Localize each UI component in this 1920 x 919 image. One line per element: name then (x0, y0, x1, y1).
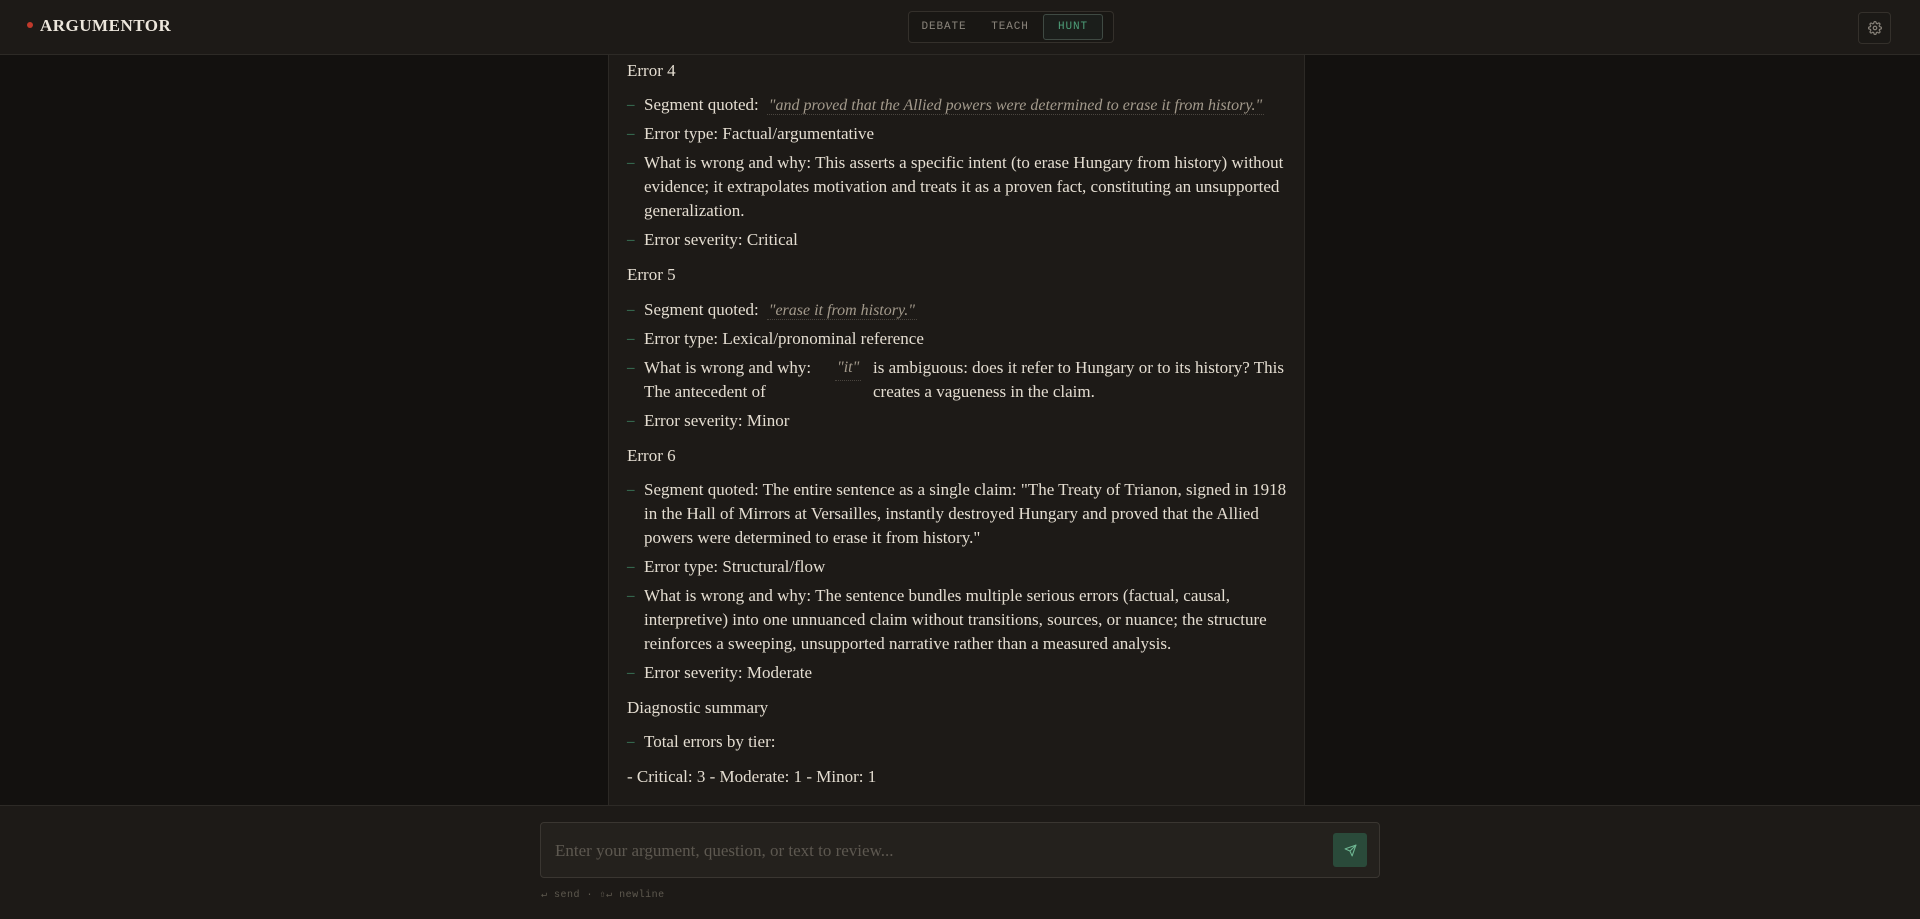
app-title: ARGUMENTOR (40, 16, 172, 35)
error-type: Error type: Lexical/pronominal reference (644, 329, 924, 348)
bullet-dash-icon: – (627, 302, 635, 318)
list-item (627, 555, 1287, 579)
bullet-dash-icon: – (627, 482, 635, 498)
bullet-dash-icon: – (627, 734, 635, 750)
list-item (627, 122, 1287, 146)
list-item (627, 409, 1287, 433)
segment-text: Segment quoted: The entire sentence as a single claim: "The Treaty of Trianon, signed in 1918 in the Hall of Mirrors at Versailles, instantly destroyed Hungary and proved that the Allied powers were determined to erase it from history." (644, 480, 1287, 547)
error-severity: Error severity: Moderate (644, 663, 813, 682)
tab-hunt[interactable]: HUNT (1043, 14, 1103, 40)
bullet-dash-icon: – (627, 665, 635, 681)
list-item (627, 661, 1287, 685)
top-bar (0, 0, 1920, 55)
error-5-title: Error 5 (627, 265, 676, 284)
bullet-dash-icon: – (627, 588, 635, 604)
error-why: What is wrong and why: The sentence bundles multiple serious errors (factual, causal, interpretive) into one unnuanced claim without transitions, sources, or nuance; the structure reinforces a sweeping, unsupported narrative rather than a measured analysis. (644, 586, 1267, 653)
list-item (627, 151, 1287, 223)
bullet-dash-icon: – (627, 232, 635, 248)
summary-title: Diagnostic summary (627, 698, 769, 717)
bullet-dash-icon: – (627, 97, 635, 113)
error-why-continued: is ambiguous: does it refer to Hungary or to its history? This creates a vagueness in the claim. (873, 358, 1284, 401)
list-item (627, 478, 1287, 550)
settings-button[interactable] (1858, 12, 1891, 44)
bullet-dash-icon: – (627, 360, 635, 376)
keyboard-hint: ↵ send · ⇧↵ newline (541, 890, 665, 901)
why-quote: "it" (835, 356, 861, 381)
bullet-dash-icon: – (627, 559, 635, 575)
segment-quote: "erase it from history." (768, 302, 915, 319)
report-panel[interactable] (608, 55, 1305, 805)
send-button[interactable] (1333, 833, 1367, 867)
error-4-title: Error 4 (627, 61, 676, 80)
bullet-dash-icon: – (627, 331, 635, 347)
error-type: Error type: Structural/flow (644, 557, 826, 576)
tab-teach[interactable]: TEACH (991, 21, 1029, 33)
segment-label: Segment quoted: (644, 95, 759, 114)
bullet-dash-icon: – (627, 126, 635, 142)
mode-switcher (908, 11, 1114, 43)
list-item (627, 584, 1287, 656)
composer-area (0, 805, 1920, 919)
list-item (627, 93, 1287, 118)
error-6-title: Error 6 (627, 446, 676, 465)
list-item (627, 730, 1287, 754)
list-item (627, 356, 1287, 404)
error-why: What is wrong and why: This asserts a specific intent (to erase Hungary from history) without evidence; it extrapolates motivation and treats it as a proven fact, constituting an unsupported generalization. (644, 153, 1284, 220)
gear-icon (1868, 21, 1882, 35)
list-item (627, 228, 1287, 252)
segment-quote: "and proved that the Allied powers were determined to erase it from history." (768, 97, 1263, 114)
brand (27, 16, 171, 36)
bullet-dash-icon: – (627, 155, 635, 171)
segment-label: Segment quoted: (644, 300, 759, 319)
tab-debate[interactable]: DEBATE (921, 21, 967, 33)
summary-total-label: Total errors by tier: (644, 732, 776, 751)
bullet-dash-icon: – (627, 413, 635, 429)
summary-tiers: - Critical: 3 - Moderate: 1 - Minor: 1 (627, 767, 877, 786)
composer-box (540, 822, 1380, 878)
send-icon (1344, 844, 1357, 857)
error-severity: Error severity: Critical (644, 230, 798, 249)
list-item (627, 298, 1287, 323)
error-why: What is wrong and why: The antecedent of (644, 358, 812, 401)
argument-input[interactable] (553, 835, 1317, 867)
list-item (627, 327, 1287, 351)
error-type: Error type: Factual/argumentative (644, 124, 875, 143)
brand-dot-icon (27, 22, 33, 28)
error-severity: Error severity: Minor (644, 411, 790, 430)
